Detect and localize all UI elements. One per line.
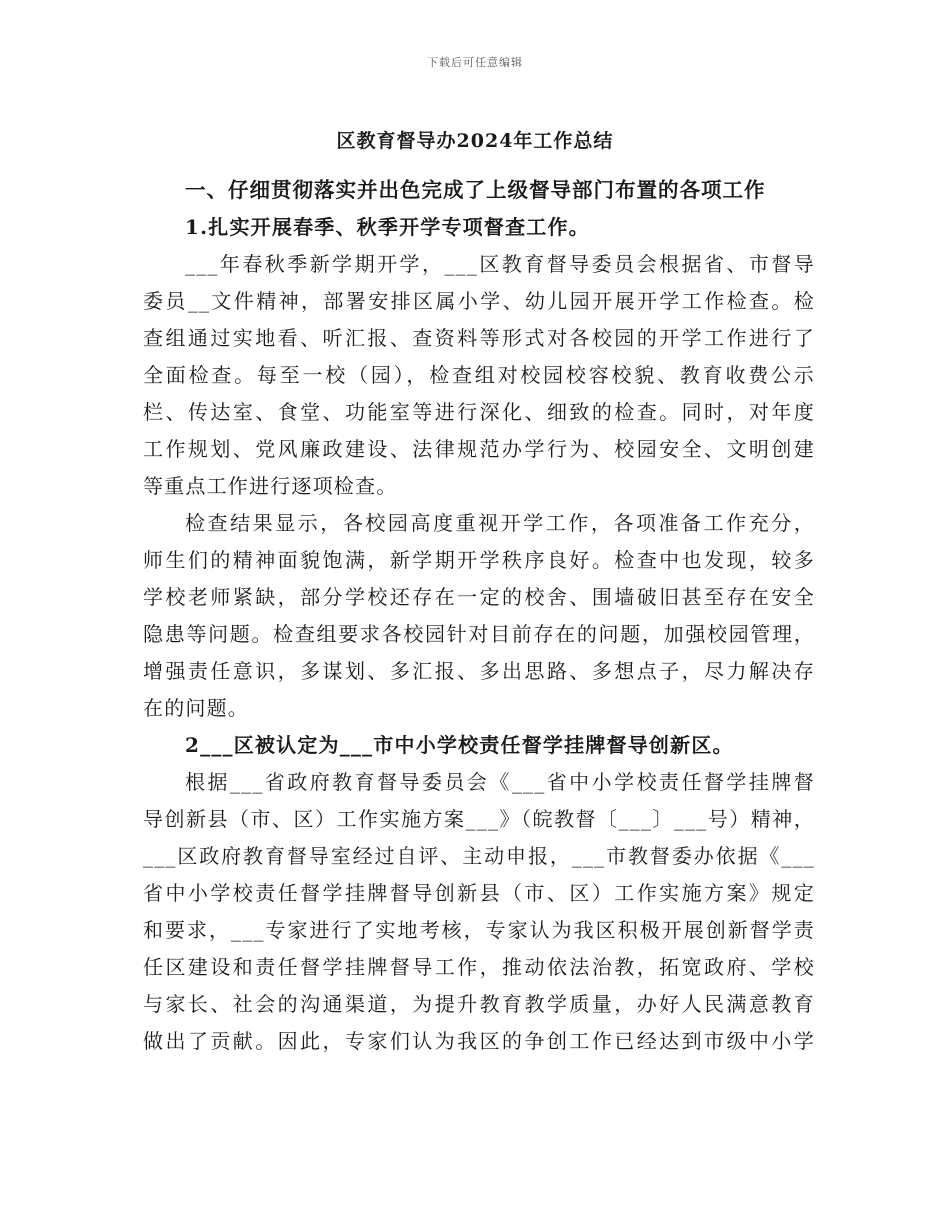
section-heading: 一、仔细贯彻落实并出色完成了上级督导部门布置的各项工作 [185, 178, 766, 202]
subsection-heading: 1.扎实开展春季、秋季开学专项督查工作。 [185, 215, 590, 239]
paragraph-line: 任区建设和责任督学挂牌督导工作，推动依法治教，拓宽政府、学校 [143, 955, 815, 979]
paragraph-line: 做出了贡献。因此，专家们认为我区的争创工作已经达到市级中小学 [143, 1029, 815, 1053]
paragraph-line: 与家长、社会的沟通渠道，为提升教育教学质量，办好人民满意教育 [143, 992, 815, 1016]
paragraph-line: ___年春秋季新学期开学，___区教育督导委员会根据省、市督导 [185, 252, 815, 276]
paragraph-line: 学校老师紧缺，部分学校还存在一定的校舍、围墙破旧甚至存在安全 [143, 585, 815, 609]
document-title: 区教育督导办2024年工作总结 [336, 130, 614, 152]
paragraph [143, 505, 815, 727]
paragraph-line: 查组通过实地看、听汇报、查资料等形式对各校园的开学工作进行了 [143, 326, 815, 350]
header-note: 下载后可任意编辑 [427, 56, 523, 69]
paragraph-line: 隐患等问题。检查组要求各校园针对目前存在的问题，加强校园管理， [143, 622, 815, 646]
paragraph-line: 根据___省政府教育督导委员会《___省中小学校责任督学挂牌督 [185, 770, 815, 794]
paragraph [143, 764, 815, 1060]
paragraph-line: 委员__文件精神，部署安排区属小学、幼儿园开展开学工作检查。检 [143, 289, 815, 313]
paragraph-line: 在的问题。 [143, 696, 249, 720]
document-body [143, 172, 815, 1060]
paragraph-line: 导创新县（市、区）工作实施方案___》（皖教督〔___〕___号）精神， [143, 807, 815, 831]
paragraph-line: 师生们的精神面貌饱满，新学期开学秩序良好。检查中也发现，较多 [143, 548, 815, 572]
paragraph-line: 栏、传达室、食堂、功能室等进行深化、细致的检查。同时，对年度 [143, 400, 815, 424]
paragraph-line: 工作规划、党风廉政建设、法律规范办学行为、校园安全、文明创建 [143, 437, 815, 461]
paragraph-line: 和要求，___专家进行了实地考核，专家认为我区积极开展创新督学责 [143, 918, 815, 942]
paragraph [143, 246, 815, 505]
paragraph-line: 检查结果显示，各校园高度重视开学工作，各项准备工作充分， [185, 511, 815, 535]
paragraph-line: ___区政府教育督导室经过自评、主动申报，___市教督委办依据《___ [143, 844, 815, 868]
subsection-heading: 2___区被认定为___市中小学校责任督学挂牌督导创新区。 [185, 733, 734, 757]
paragraph-line: 等重点工作进行逐项检查。 [143, 474, 398, 498]
paragraph-line: 增强责任意识，多谋划、多汇报、多出思路、多想点子，尽力解决存 [143, 659, 815, 683]
paragraph-line: 省中小学校责任督学挂牌督导创新县（市、区）工作实施方案》规定 [143, 881, 815, 905]
paragraph-line: 全面检查。每至一校（园），检查组对校园校容校貌、教育收费公示 [143, 363, 815, 387]
